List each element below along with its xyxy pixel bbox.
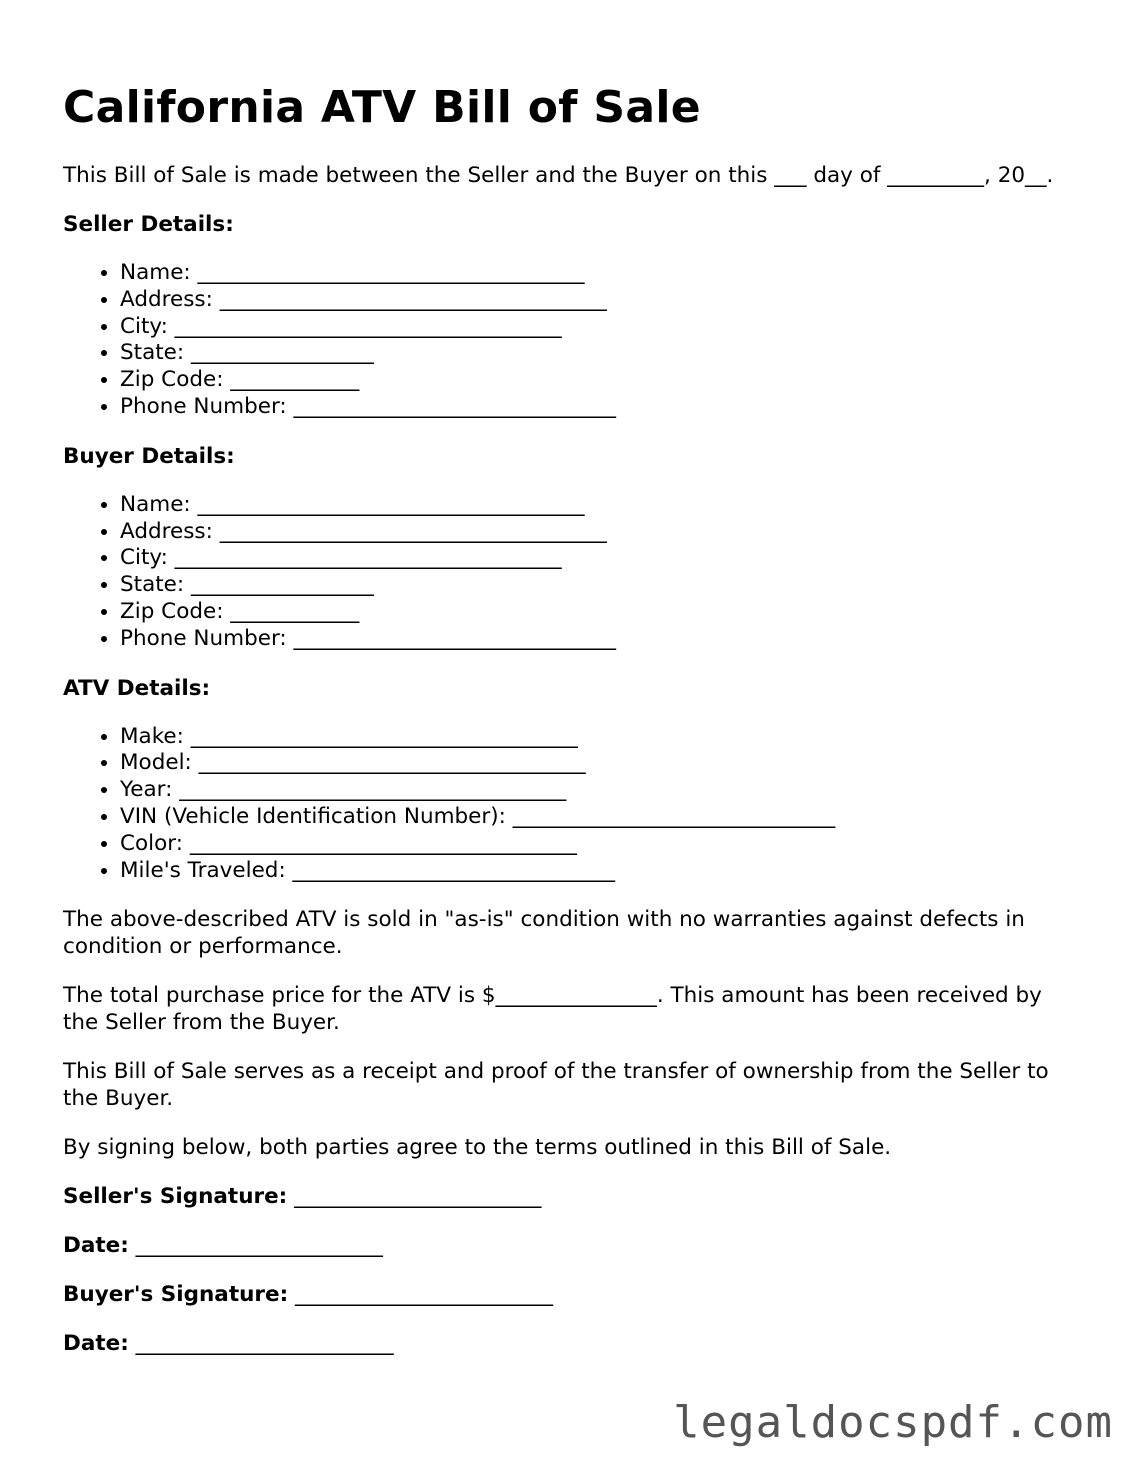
atv-details-list [63,724,1083,885]
seller-state-field: • State: _________________ [120,340,1083,367]
seller-signature-line [63,1183,1083,1210]
atv-model-field: • Model: ____________________________________ [120,750,1083,777]
buyer-state-field: • State: _________________ [120,572,1083,599]
agreement-paragraph: By signing below, both parties agree to the terms outlined in this Bill of Sale. [63,1135,892,1161]
atv-details-heading: ATV Details: [63,675,211,701]
intro-paragraph: This Bill of Sale is made between the Seller and the Buyer on this ___ day of _________, 20__. [63,163,1054,188]
buyer-address-field: • Address: ____________________________________ [120,519,1083,546]
buyer-date-blank: ________________________ [135,1331,394,1357]
as-is-paragraph: The above-described ATV is sold in "as-is" condition with no warranties against defects in condition or performance. [63,907,1025,960]
seller-date-label: Date: [63,1233,129,1259]
seller-details-list [63,260,1083,421]
buyer-city-field: • City: ____________________________________ [120,545,1083,572]
buyer-details-heading: Buyer Details: [63,443,235,469]
buyer-date-line [63,1330,1083,1357]
seller-name-field: • Name: ____________________________________ [120,260,1083,287]
seller-signature-blank: _______________________ [294,1184,542,1210]
seller-phone-field: • Phone Number: ______________________________ [120,394,1083,421]
atv-make-field: • Make: ____________________________________ [120,724,1083,751]
atv-year-field: • Year: ____________________________________ [120,777,1083,804]
atv-color-field: • Color: ____________________________________ [120,831,1083,858]
seller-details-heading: Seller Details: [63,212,234,237]
seller-zip-field: • Zip Code: ____________ [120,367,1083,394]
buyer-signature-blank: ________________________ [295,1282,554,1308]
atv-vin-field: • VIN (Vehicle Identification Number): ______________________________ [120,804,1083,831]
watermark: legaldocspdf.com [673,1397,1113,1448]
buyer-signature-line [63,1281,1083,1308]
buyer-date-label: Date: [63,1331,129,1357]
page-title: California ATV Bill of Sale [63,82,701,133]
seller-city-field: • City: ____________________________________ [120,314,1083,341]
buyer-signature-label: Buyer's Signature: [63,1282,289,1308]
price-paragraph: The total purchase price for the ATV is $_______________. This amount has been received by the Seller from the Buyer. [63,983,1042,1036]
buyer-details-list [63,492,1083,653]
atv-miles-field: • Mile's Traveled: ______________________________ [120,858,1083,885]
seller-date-line [63,1232,1083,1259]
seller-address-field: • Address: ____________________________________ [120,287,1083,314]
buyer-phone-field: • Phone Number: ______________________________ [120,626,1083,653]
document-page [63,80,1083,1379]
buyer-name-field: • Name: ____________________________________ [120,492,1083,519]
receipt-paragraph: This Bill of Sale serves as a receipt and proof of the transfer of ownership from the Seller to the Buyer. [63,1059,1049,1112]
seller-date-blank: _______________________ [135,1233,383,1259]
buyer-zip-field: • Zip Code: ____________ [120,599,1083,626]
seller-signature-label: Seller's Signature: [63,1184,288,1210]
